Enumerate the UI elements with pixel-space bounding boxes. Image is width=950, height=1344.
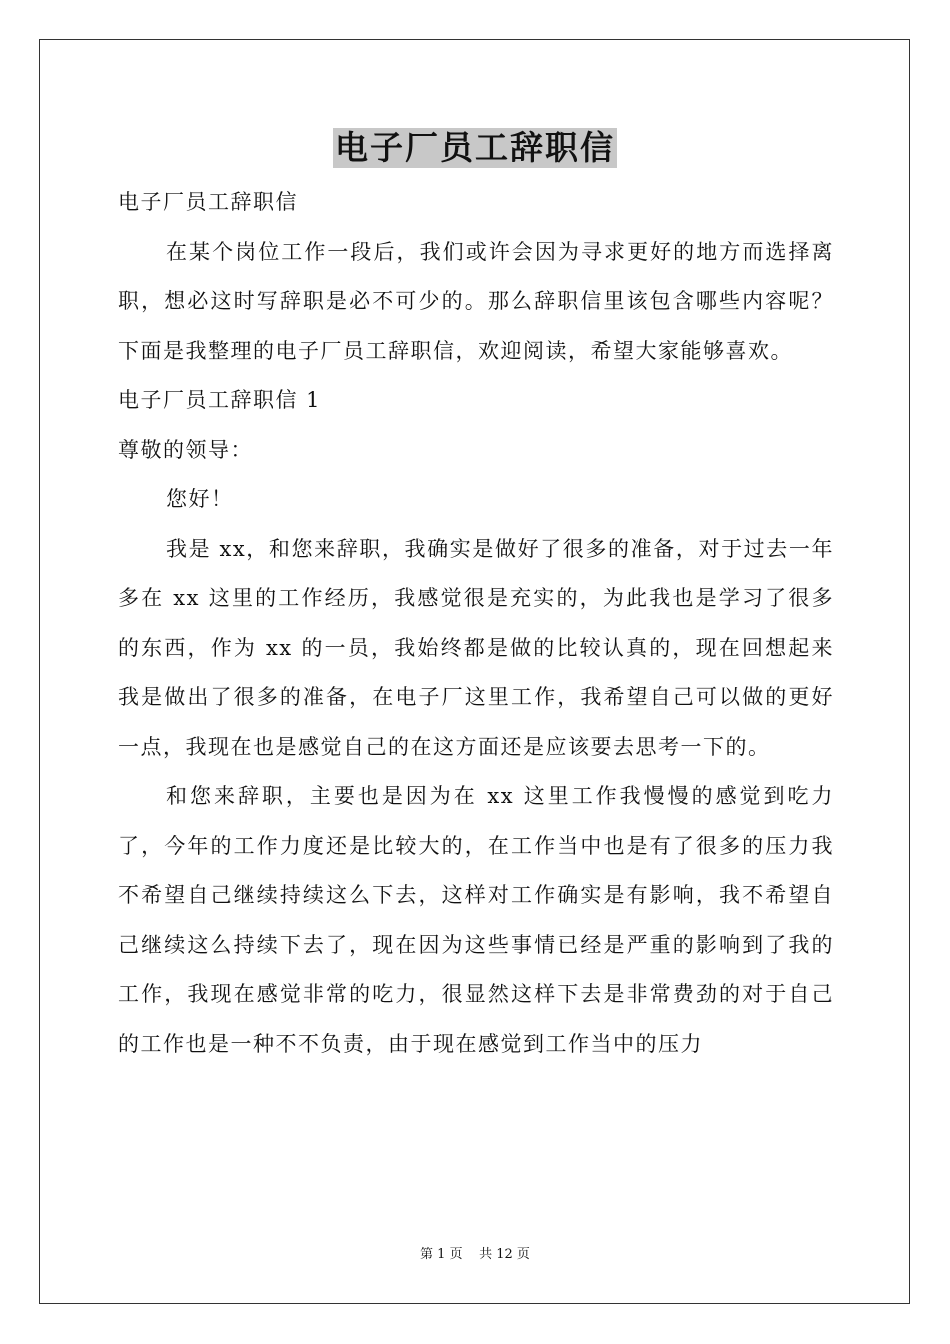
page-total: 共 12 页 [479, 1247, 530, 1262]
paragraph-greeting: 您好！ [166, 487, 234, 511]
paragraph-body-2: 和您来辞职，主要也是因为在 xx 这里工作我慢慢的感觉到吃力了，今年的工作力度还是比较大的，在工作当中也是有了很多的压力我不希望自己继续持续这么下去，这样对工作确实是有影响，我不希望自己继续这么持续下去了，现在因为这些事情已经是严重的影响到了我的工作，我现在感觉非常的吃力，很显然这样下去是非常费劲的对于自己的工作也是一种不不负责，由于现在感觉到工作当中的压力 [118, 784, 834, 1056]
paragraph-salutation: 尊敬的领导： [118, 437, 253, 462]
paragraph-heading-letter-1: 电子厂员工辞职信 1 [118, 388, 322, 412]
paragraph-subtitle: 电子厂员工辞职信 [118, 190, 298, 214]
document-body [118, 178, 834, 1069]
document-title: 电子厂员工辞职信 [335, 128, 615, 167]
paragraph-intro: 在某个岗位工作一段后，我们或许会因为寻求更好的地方而选择离职，想必这时写辞职是必不可少的。那么辞职信里该包含哪些内容呢？下面是我整理的电子厂员工辞职信，欢迎阅读，希望大家能够喜欢。 [118, 239, 834, 363]
page-number: 第 1 页 [420, 1247, 463, 1262]
page-footer [0, 1245, 950, 1265]
title-container [0, 128, 950, 168]
paragraph-body-1: 我是 xx，和您来辞职，我确实是做好了很多的准备，对于过去一年多在 xx 这里的工作经历，我感觉很是充实的，为此我也是学习了很多的东西，作为 xx 的一员，我始终都是做的比较认真的，现在回想起来我是做出了很多的准备，在电子厂这里工作，我希望自己可以做的更好一点，我现在也是感觉自己的在这方面还是应该要去思考一下的。 [118, 536, 834, 759]
